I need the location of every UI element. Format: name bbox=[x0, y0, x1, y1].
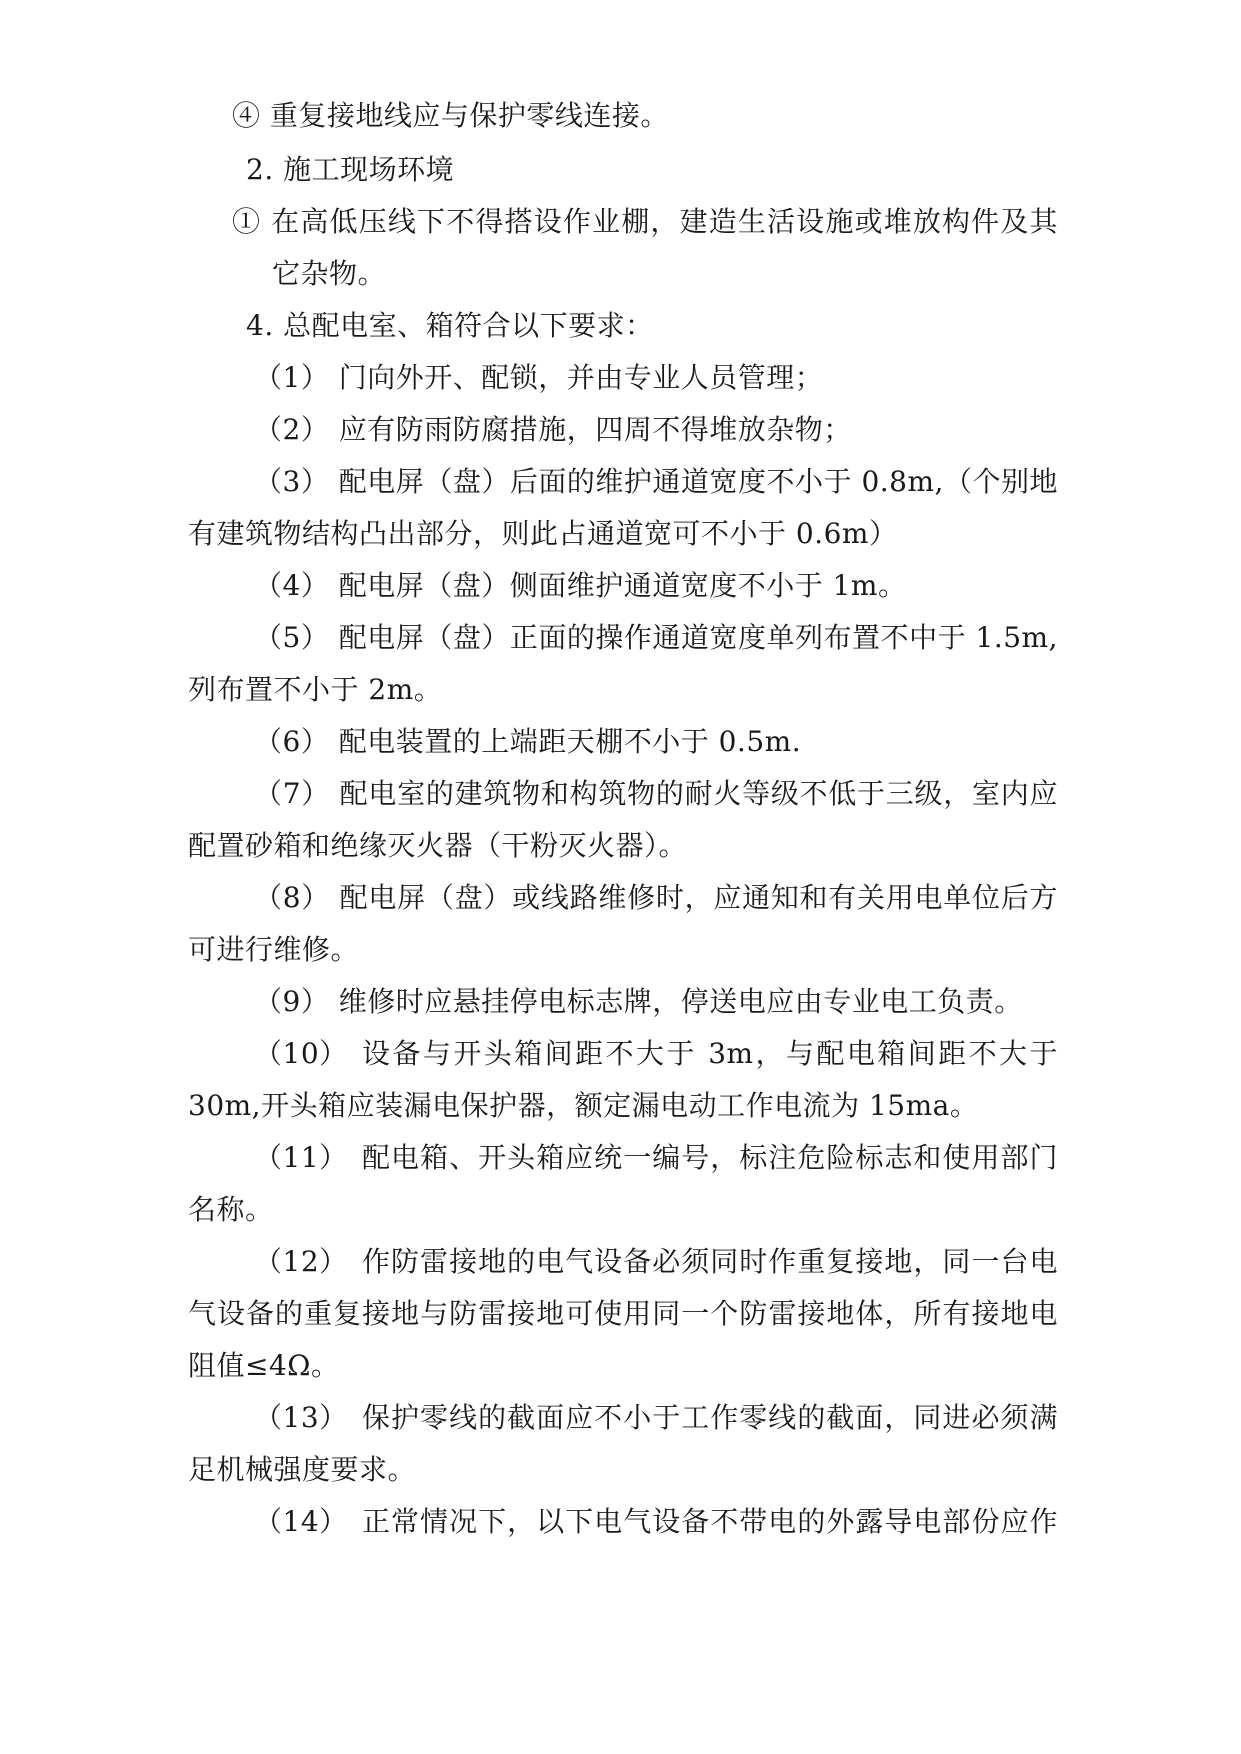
text-line: 配置砂箱和绝缘灭火器（干粉灭火器）。 bbox=[188, 829, 688, 862]
list-item-number: （13） bbox=[254, 1401, 348, 1434]
list-item: （4） 配电屏（盘）侧面维护通道宽度不小于 1m。 bbox=[254, 569, 907, 602]
text-line: 列布置不小于 2m。 bbox=[188, 673, 443, 706]
text-line: ④ 重复接地线应与保护零线连接。 bbox=[232, 99, 669, 132]
text-line: 30m,开头箱应装漏电保护器，额定漏电动工作电流为 15ma。 bbox=[188, 1089, 979, 1122]
text-line: 可进行维修。 bbox=[188, 933, 360, 966]
list-item: （2） 应有防雨防腐措施，四周不得堆放杂物； bbox=[254, 413, 852, 446]
text-line: 气设备的重复接地与防雷接地可使用同一个防雷接地体，所有接地电 bbox=[188, 1297, 1058, 1330]
text-line: 阻值≤4Ω。 bbox=[188, 1349, 340, 1382]
list-item: （3） 配电屏（盘）后面的维护通道宽度不小于 0.8m,（个别地 bbox=[254, 465, 1058, 498]
list-item: （1） 门向外开、配锁，并由专业人员管理； bbox=[254, 361, 824, 394]
list-item-number: （10） bbox=[254, 1037, 348, 1070]
text-line: 足机械强度要求。 bbox=[188, 1453, 417, 1486]
list-item: 作防雷接地的电气设备必须同时作重复接地，同一台电 bbox=[362, 1245, 1058, 1278]
text-line: 名称。 bbox=[188, 1193, 274, 1226]
list-item: （9） 维修时应悬挂停电标志牌，停送电应由专业电工负责。 bbox=[254, 985, 1023, 1018]
list-item: 保护零线的截面应不小于工作零线的截面，同进必须满 bbox=[362, 1401, 1058, 1434]
list-item-number: （11） bbox=[254, 1141, 348, 1174]
list-item: 配电箱、开头箱应统一编号，标注危险标志和使用部门 bbox=[362, 1141, 1058, 1174]
list-item-number: （14） bbox=[254, 1505, 348, 1538]
text-line: 有建筑物结构凸出部分，则此占通道宽可不小于 0.6m） bbox=[188, 517, 898, 550]
text-line: ① 在高低压线下不得搭设作业棚，建造生活设施或堆放构件及其 bbox=[232, 205, 1058, 238]
section-heading: 4. 总配电室、箱符合以下要求： bbox=[246, 309, 654, 342]
list-item: （8） 配电屏（盘）或线路维修时，应通知和有关用电单位后方 bbox=[254, 881, 1058, 914]
list-item-number: （12） bbox=[254, 1245, 348, 1278]
text-line: 它杂物。 bbox=[272, 257, 387, 290]
list-item: 设备与开头箱间距不大于 3m，与配电箱间距不大于 bbox=[362, 1037, 1058, 1070]
list-item: 正常情况下，以下电气设备不带电的外露导电部份应作 bbox=[362, 1505, 1058, 1538]
section-heading: 2. 施工现场环境 bbox=[246, 153, 455, 186]
list-item: （6） 配电装置的上端距天棚不小于 0.5m. bbox=[254, 725, 802, 758]
list-item: （7） 配电室的建筑物和构筑物的耐火等级不低于三级，室内应 bbox=[254, 777, 1058, 810]
list-item: （5） 配电屏（盘）正面的操作通道宽度单列布置不中于 1.5m, bbox=[254, 621, 1058, 654]
